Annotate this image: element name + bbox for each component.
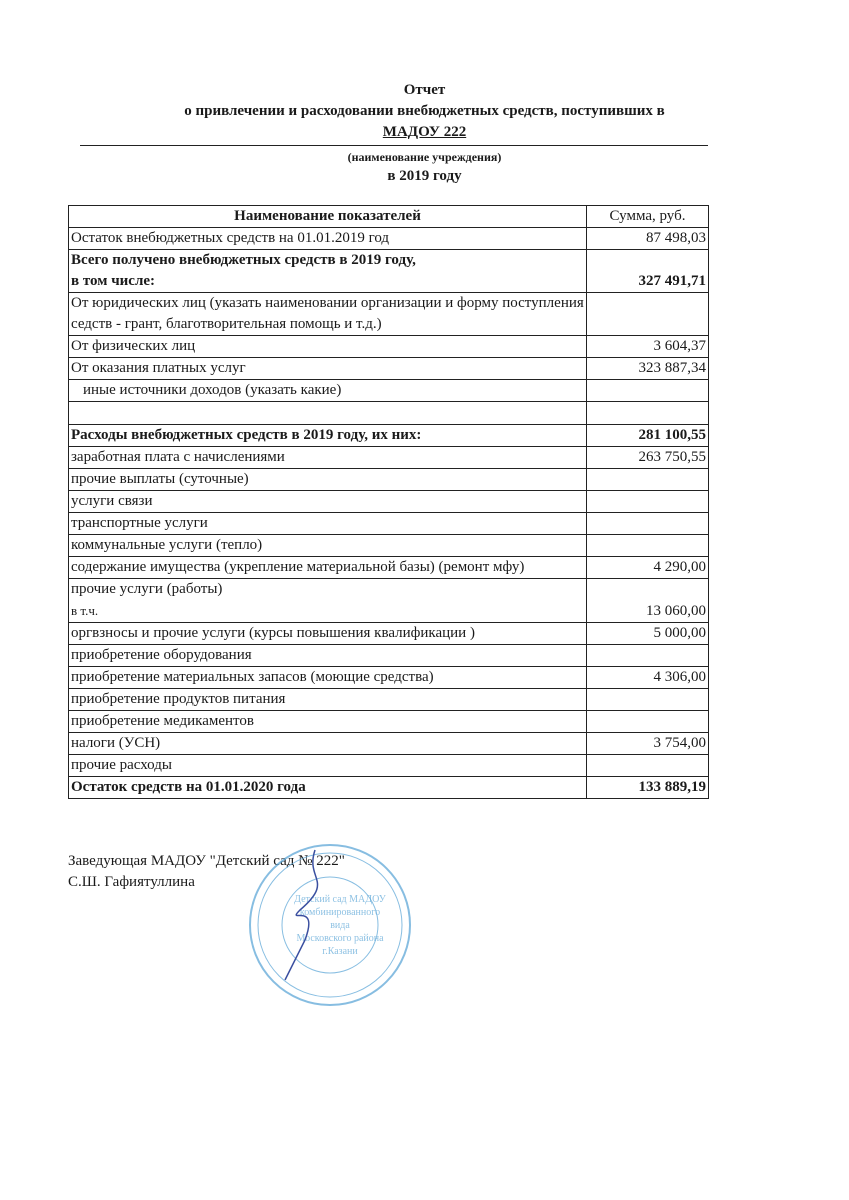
row-label-text: заработная плата с начислениями [71, 449, 285, 465]
row-amount: 327 491,71 [587, 250, 709, 293]
row-label-text: приобретение оборудования [71, 647, 252, 663]
table-header [69, 206, 709, 228]
row-label-text: Остаток внебюджетных средств на 01.01.2019 год [71, 230, 390, 246]
table-row [69, 336, 709, 358]
row-label [69, 336, 587, 358]
row-amount [587, 293, 709, 336]
row-amount: 323 887,34 [587, 358, 709, 380]
row-label [69, 689, 587, 711]
svg-text:вида: вида [330, 920, 350, 931]
row-amount [587, 645, 709, 667]
row-label [69, 777, 587, 799]
svg-text:Московского района: Московского района [296, 933, 384, 944]
column-header-name: Наименование показателей [69, 206, 587, 228]
row-label-text: От юридических лиц (указать наименовании организации и форму поступления седств - грант, благотворительная помощь и т.д.) [71, 295, 584, 332]
row-label-text: иные источники доходов (указать какие) [83, 382, 342, 398]
row-label-text: прочие выплаты (суточные) [71, 471, 249, 487]
row-label-text: Всего получено внебюджетных средств в 2019 году, [71, 252, 416, 268]
table-row [69, 645, 709, 667]
row-label-text-2: в том числе: [71, 273, 156, 289]
table-row [69, 425, 709, 447]
row-label [69, 469, 587, 491]
row-label-text: От физических лиц [71, 338, 196, 354]
divider [80, 145, 708, 146]
row-amount [587, 402, 709, 425]
row-label [69, 513, 587, 535]
row-label [69, 711, 587, 733]
signatory-name: С.Ш. Гафиятуллина [68, 874, 195, 890]
table-row [69, 733, 709, 755]
row-amount [587, 469, 709, 491]
row-amount: 87 498,03 [587, 228, 709, 250]
signatory-position: Заведующая МАДОУ "Детский сад № 222" [68, 853, 345, 869]
row-amount [587, 689, 709, 711]
report-subtitle: о привлечении и расходовании внебюджетных средств, поступивших в [184, 103, 665, 119]
table-row [69, 380, 709, 402]
table-row [69, 491, 709, 513]
table-row [69, 250, 709, 293]
row-label-text: От оказания платных услуг [71, 360, 246, 376]
row-label [69, 447, 587, 469]
table-row [69, 623, 709, 645]
row-label [69, 402, 587, 425]
table-row [69, 447, 709, 469]
row-amount: 4 290,00 [587, 557, 709, 579]
row-label-text: Расходы внебюджетных средств в 2019 году, их них: [71, 427, 422, 443]
row-label [69, 425, 587, 447]
row-label [69, 645, 587, 667]
row-amount [587, 535, 709, 557]
row-amount: 13 060,00 [587, 579, 709, 623]
row-label [69, 623, 587, 645]
row-label [69, 535, 587, 557]
table-row [69, 402, 709, 425]
row-label-text: содержание имущества (укрепление материальной базы) (ремонт мфу) [71, 559, 525, 575]
institution-caption: (наименование учреждения) [347, 150, 502, 164]
report-title: Отчет [403, 82, 446, 98]
row-label [69, 733, 587, 755]
table-row [69, 535, 709, 557]
row-amount: 3 754,00 [587, 733, 709, 755]
row-label-text: налоги (УСН) [71, 735, 161, 751]
row-amount: 4 306,00 [587, 667, 709, 689]
row-label [69, 228, 587, 250]
official-stamp [245, 840, 415, 1010]
report-period: в 2019 году [387, 168, 462, 184]
row-label [69, 667, 587, 689]
table-row [69, 667, 709, 689]
row-amount [587, 755, 709, 777]
table-row [69, 579, 709, 623]
row-amount [587, 711, 709, 733]
table-row [69, 293, 709, 336]
table-row [69, 755, 709, 777]
svg-text:г.Казани: г.Казани [322, 946, 358, 957]
table-row [69, 777, 709, 799]
row-label [69, 557, 587, 579]
row-label [69, 579, 587, 623]
row-label-text: оргвзносы и прочие услуги (курсы повышения квалификации ) [71, 625, 475, 641]
report-table [68, 205, 709, 799]
table-row [69, 469, 709, 491]
table-row [69, 513, 709, 535]
row-label-text: транспортные услуги [71, 515, 208, 531]
row-amount [587, 513, 709, 535]
row-label-text: коммунальные услуги (тепло) [71, 537, 263, 553]
row-amount: 281 100,55 [587, 425, 709, 447]
column-header-amount: Сумма, руб. [587, 206, 709, 228]
row-amount [587, 491, 709, 513]
table-row [69, 557, 709, 579]
svg-text:комбинированного: комбинированного [299, 907, 381, 918]
row-amount: 133 889,19 [587, 777, 709, 799]
row-label-text: приобретение материальных запасов (моющие средства) [71, 669, 434, 685]
row-label-text-2: в т.ч. [71, 603, 99, 618]
table-row [69, 689, 709, 711]
table-row [69, 358, 709, 380]
row-label-text: прочие услуги (работы) [71, 581, 223, 597]
institution-name: МАДОУ 222 [382, 124, 467, 140]
row-amount: 5 000,00 [587, 623, 709, 645]
row-label-text: приобретение медикаментов [71, 713, 254, 729]
row-label-text: Остаток средств на 01.01.2020 года [71, 779, 306, 795]
row-label [69, 250, 587, 293]
table-row [69, 228, 709, 250]
row-label [69, 358, 587, 380]
row-amount: 3 604,37 [587, 336, 709, 358]
row-amount: 263 750,55 [587, 447, 709, 469]
row-label-text: приобретение продуктов питания [71, 691, 286, 707]
row-label-text: услуги связи [71, 493, 153, 509]
svg-text:Детский сад МАДОУ: Детский сад МАДОУ [294, 894, 386, 905]
row-label [69, 755, 587, 777]
row-label [69, 380, 587, 402]
row-amount [587, 380, 709, 402]
table-row [69, 711, 709, 733]
row-label [69, 491, 587, 513]
row-label-text: прочие расходы [71, 757, 172, 773]
row-label [69, 293, 587, 336]
